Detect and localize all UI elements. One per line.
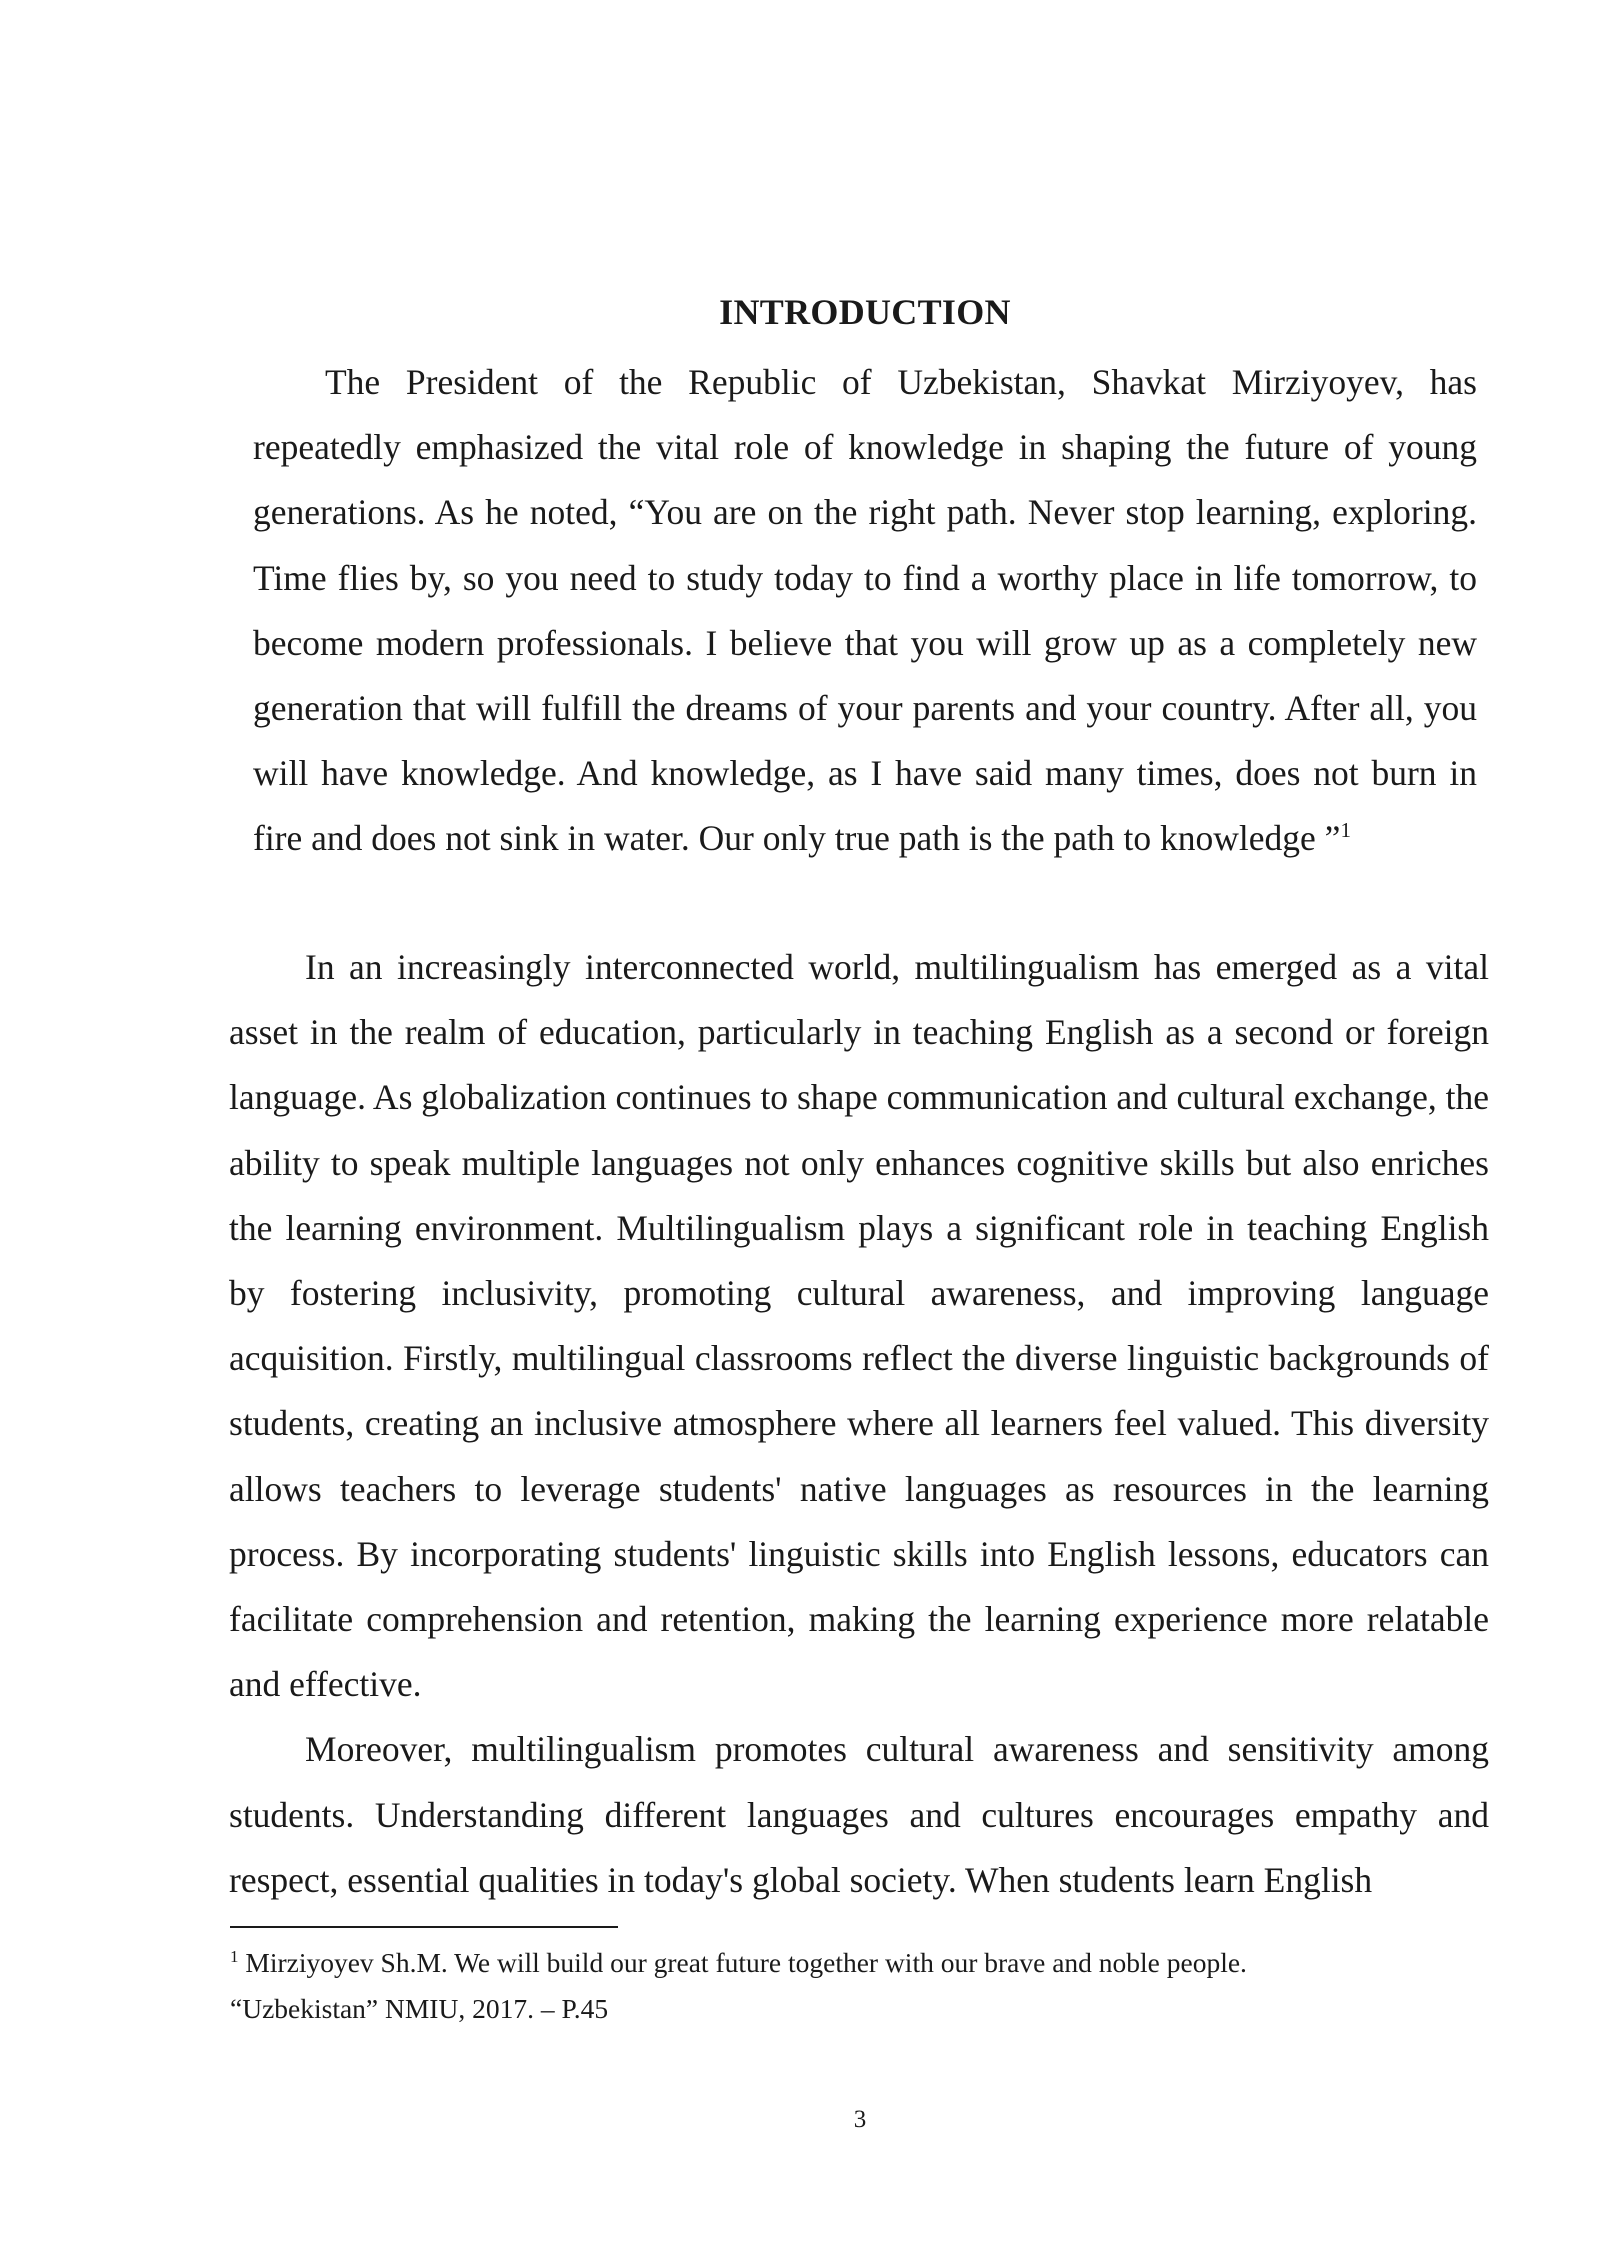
quote-text — [253, 350, 1477, 872]
footnote — [230, 1940, 1490, 2032]
page-title: INTRODUCTION — [719, 292, 1011, 332]
quote-body: The President of the Republic of Uzbekistan, Shavkat Mirziyoyev, has repeatedly emphasized the vital role of knowledge in shaping the future of young generations. As he noted, “You are on the right path. Never stop learning, exploring. Time flies by, so you need to study today to find a worthy place in life tomorrow, to become modern professionals. I believe that you will grow up as a completely new generation that will fulfill the dreams of your parents and your country. After all, you will have knowledge. And knowledge, as I have said many times, does not burn in fire and does not sink in water. Our only true path is the path to knowledge ” — [253, 362, 1477, 859]
footnote-citation: Mirziyoyev Sh.M. We will build our great future together with our brave and noble people. — [245, 1947, 1247, 1978]
paragraph-multilingualism-asset: In an increasingly interconnected world, multilingualism has emerged as a vital asset in the realm of education, particularly in teaching English as a second or foreign language. As globalization continues to shape communication and cultural exchange, the ability to speak multiple languages not only enhances cognitive skills but also enriches the learning environment. Multilingualism plays a significant role in teaching English by fostering inclusivity, promoting cultural awareness, and improving language acquisition. Firstly, multilingual classrooms reflect the diverse linguistic backgrounds of students, creating an inclusive atmosphere where all learners feel valued. This diversity allows teachers to leverage students' native languages as resources in the learning process. By incorporating students' linguistic skills into English lessons, educators can facilitate comprehension and retention, making the learning experience more relatable and effective. — [229, 947, 1489, 1705]
footnote-marker: 1 — [230, 1946, 239, 1966]
footnote-separator — [230, 1926, 618, 1928]
footnote-reference[interactable]: 1 — [1340, 818, 1351, 843]
footnote-line-1 — [230, 1940, 1490, 1986]
paragraph-cultural-awareness: Moreover, multilingualism promotes cultural awareness and sensitivity among students. Understanding different languages and cultures encourages empathy and respect, essential qualities in today's global society. When students learn English — [229, 1729, 1489, 1900]
footnote-line-2: “Uzbekistan” NMIU, 2017. – P.45 — [230, 1993, 609, 2024]
president-quote-paragraph — [253, 350, 1477, 872]
page-number: 3 — [853, 2106, 867, 2133]
body-text — [229, 935, 1489, 1913]
